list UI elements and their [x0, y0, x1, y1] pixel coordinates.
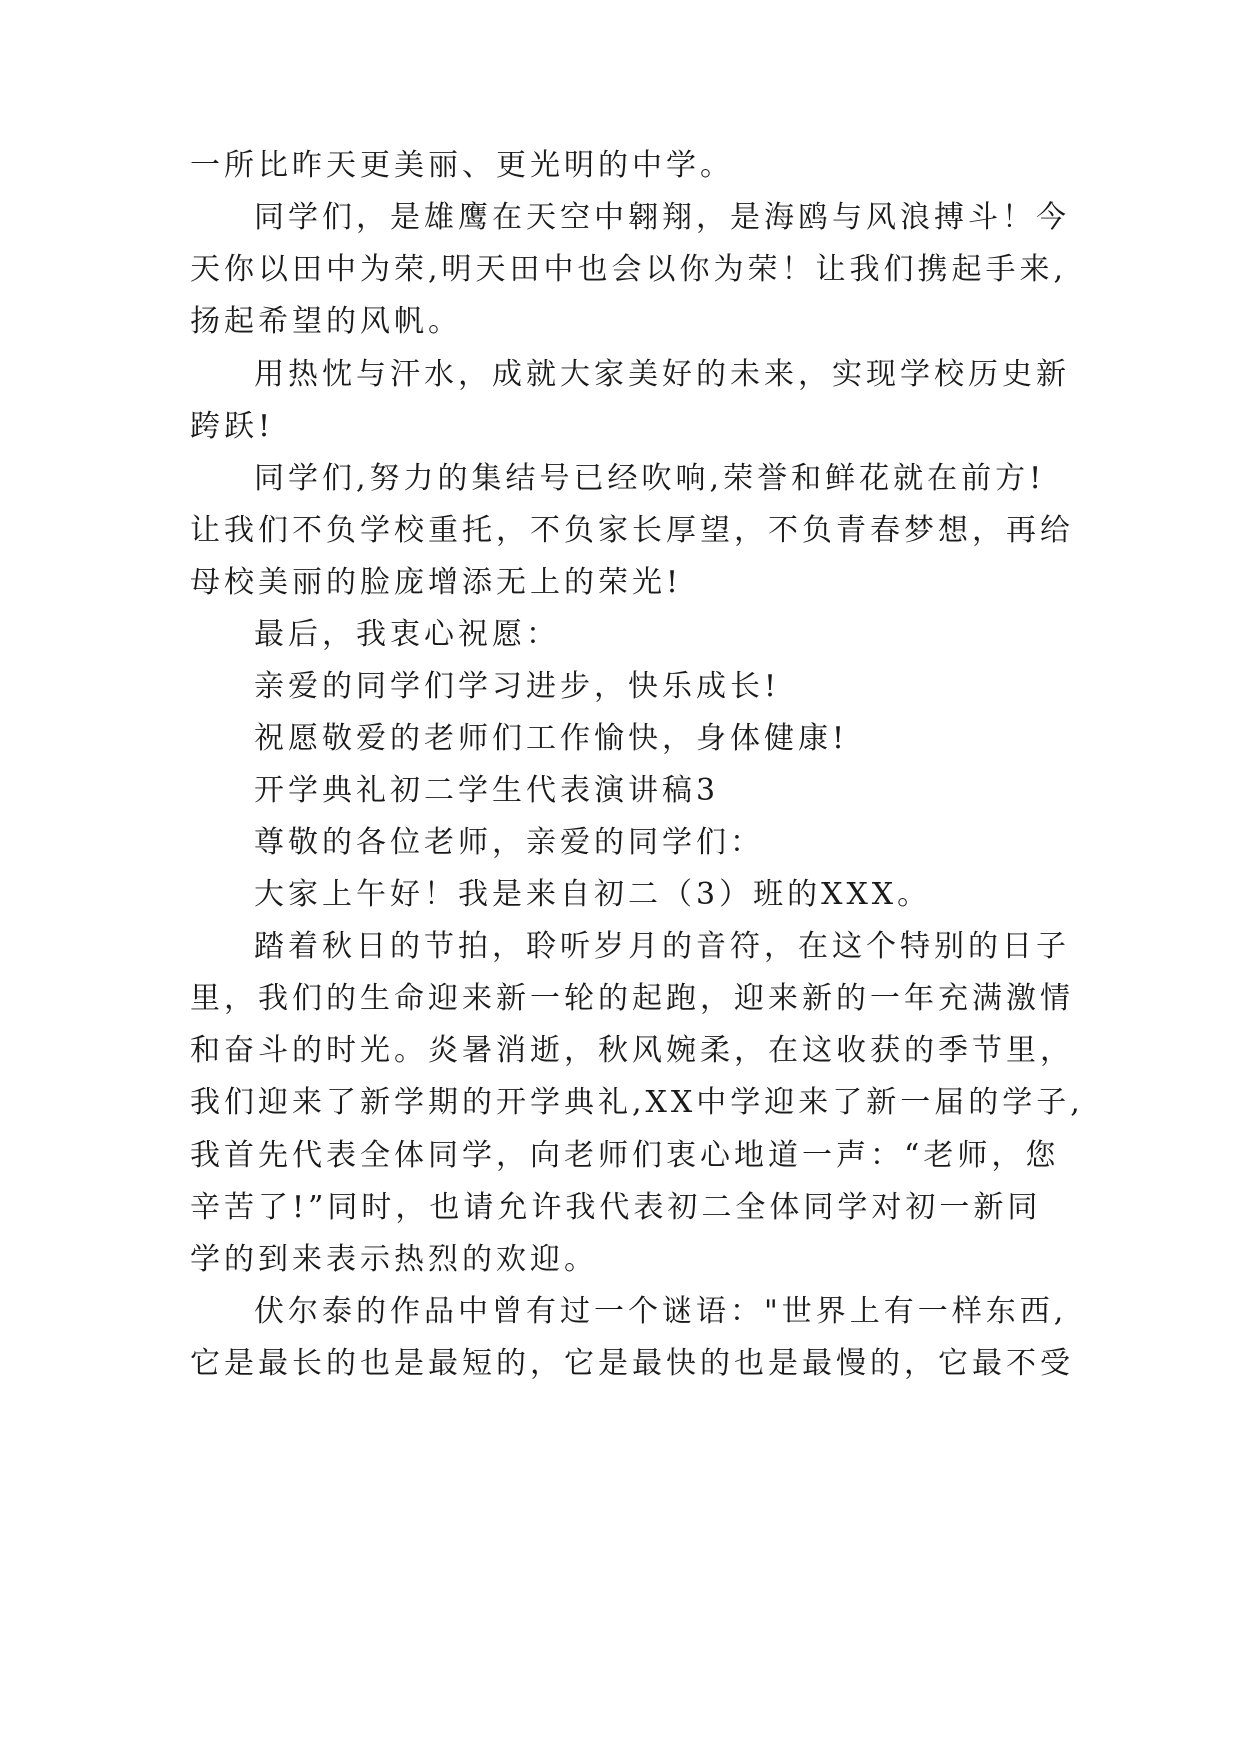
text-line: 踏着秋日的节拍，聆听岁月的音符，在这个特别的日子 [254, 929, 1070, 964]
text-line: 最后，我衷心祝愿： [254, 617, 560, 652]
text-line: 学的到来表示热烈的欢迎。 [190, 1242, 598, 1277]
text-line: 它是最长的也是最短的，它是最快的也是最慢的，它最不受 [190, 1346, 1074, 1381]
text-line: 我们迎来了新学期的开学典礼,XX中学迎来了新一届的学子, [190, 1085, 1084, 1120]
text-line: 同学们，是雄鹰在天空中翱翔，是海鸥与风浪搏斗！今 [254, 200, 1070, 235]
text-line: 用热忱与汗水，成就大家美好的未来，实现学校历史新 [254, 357, 1070, 392]
text-line: 我首先代表全体同学，向老师们衷心地道一声：“老师，您 [190, 1138, 1060, 1173]
text-line: 大家上午好！我是来自初二（3）班的XXX。 [254, 877, 932, 912]
text-line: 母校美丽的脸庞增添无上的荣光! [190, 565, 683, 600]
text-line: 尊敬的各位老师，亲爱的同学们： [254, 825, 764, 860]
section-heading: 开学典礼初二学生代表演讲稿3 [254, 773, 720, 808]
text-line: 伏尔泰的作品中曾有过一个谜语："世界上有一样东西, [254, 1294, 1068, 1329]
text-line: 天你以田中为荣,明天田中也会以你为荣！让我们携起手来, [190, 252, 1068, 287]
text-line: 和奋斗的时光。炎暑消逝，秋风婉柔，在这收获的季节里， [190, 1033, 1074, 1068]
text-line: 一所比昨天更美丽、更光明的中学。 [190, 148, 734, 183]
text-line: 里，我们的生命迎来新一轮的起跑，迎来新的一年充满激情 [190, 981, 1074, 1016]
text-line: 亲爱的同学们学习进步，快乐成长! [254, 669, 781, 704]
text-line: 祝愿敬爱的老师们工作愉快，身体健康! [254, 721, 849, 756]
text-line: 同学们,努力的集结号已经吹响,荣誉和鲜花就在前方! [254, 461, 1046, 496]
text-line: 跨跃! [190, 409, 275, 444]
text-line: 辛苦了!”同时，也请允许我代表初二全体同学对初一新同 [190, 1190, 1042, 1225]
text-line: 扬起希望的风帆。 [190, 304, 462, 339]
text-line: 让我们不负学校重托，不负家长厚望，不负青春梦想，再给 [190, 513, 1074, 548]
